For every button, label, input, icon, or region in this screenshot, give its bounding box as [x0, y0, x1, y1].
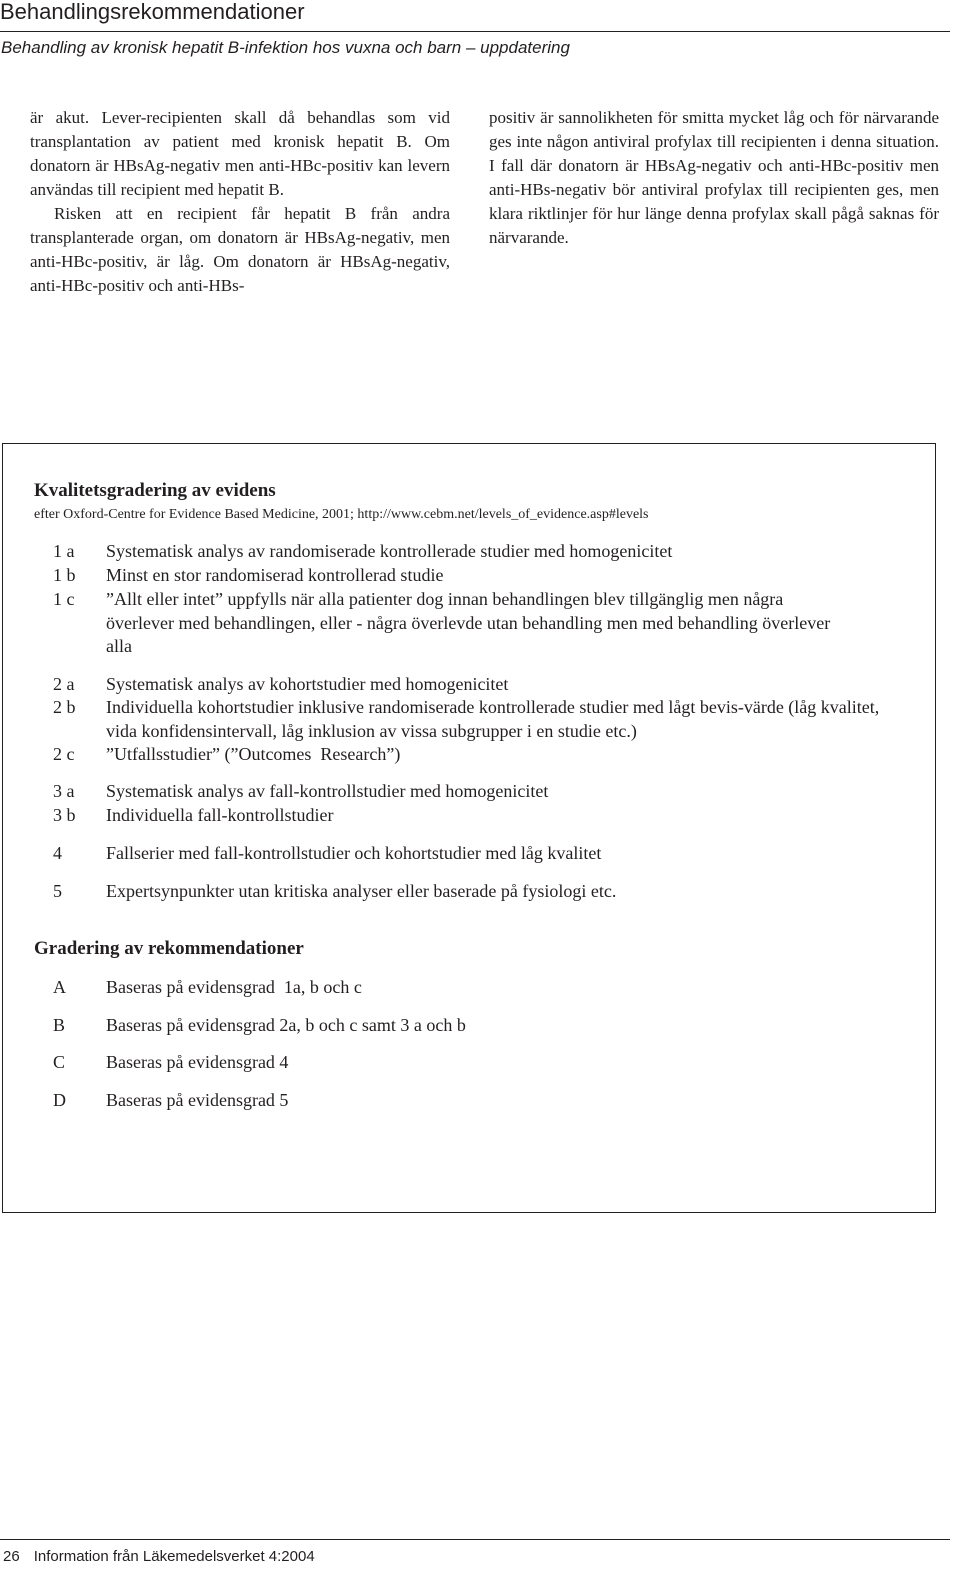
evidence-source: efter Oxford-Centre for Evidence Based Medicine, 2001; http://www.cebm.net/levels_of_evidence.asp#levels	[34, 507, 649, 522]
body-paragraph: är akut. Lever-recipienten skall då behandlas som vid transplantation av patient med kronisk hepatit B. Om donatorn är HBsAg-negativ men anti-HBc-positiv kan levern användas till recipient med hepatit B.	[30, 108, 450, 199]
evidence-level-text: ”Utfallsstudier” (”Outcomes Research”)	[106, 744, 401, 764]
body-column-left	[30, 106, 450, 298]
evidence-level-text: Minst en stor randomiserad kontrollerad studie	[106, 565, 444, 585]
recommendation-code: D	[53, 1090, 66, 1110]
page-footer	[3, 1548, 315, 1566]
running-subtitle: Behandling av kronisk hepatit B-infektion hos vuxna och barn – uppdatering	[1, 38, 570, 57]
evidence-level-code: 3 a	[53, 781, 75, 801]
evidence-level-text: Expertsynpunkter utan kritiska analyser eller baserade på fysiologi etc.	[106, 881, 617, 901]
recommendations-heading: Gradering av rekommendationer	[34, 938, 304, 959]
evidence-level-code: 1 b	[53, 565, 76, 585]
evidence-level-text: Fallserier med fall-kontrollstudier och kohortstudier med låg kvalitet	[106, 843, 602, 863]
body-paragraph: Risken att en recipient får hepatit B från andra transplanterade organ, om donatorn är HBsAg-negativ, men anti-HBc-positiv, är låg. Om donatorn är HBsAg-negativ, anti-HBc-positiv och anti-HBs-	[30, 204, 450, 295]
header-divider	[0, 31, 950, 32]
publication-name: Information från Läkemedelsverket 4:2004	[33, 1548, 315, 1565]
body-column-right	[489, 106, 939, 250]
evidence-level-code: 3 b	[53, 805, 76, 825]
recommendation-text: Baseras på evidensgrad 2a, b och c samt 3 a och b	[106, 1015, 466, 1035]
recommendation-code: A	[53, 977, 66, 997]
page-number: 26	[3, 1548, 20, 1565]
recommendation-text: Baseras på evidensgrad 5	[106, 1090, 289, 1110]
recommendation-code: C	[53, 1052, 66, 1072]
evidence-level-code: 2 a	[53, 674, 75, 694]
body-paragraph: positiv är sannolikheten för smitta mycket låg och för närvarande ges inte någon antiviral profylax till recipienten i denna situation. I fall där donatorn är HBsAg-negativ och anti-HBc-positiv men anti-HBs-negativ bör antiviral profylax till recipienten ges, men klara riktlinjer för hur länge denna profylax skall pågå saknas för närvarande.	[489, 108, 939, 247]
recommendation-text: Baseras på evidensgrad 1a, b och c	[106, 977, 362, 997]
evidence-level-code: 2 c	[53, 744, 75, 764]
evidence-level-text: Individuella kohortstudier inklusive randomiserade kontrollerade studier med lågt bevis-värde (låg kvalitet, vida konfidensintervall, låg inklusion av vissa subgrupper i en studie etc.)	[106, 697, 880, 741]
recommendation-code: B	[53, 1015, 66, 1035]
running-title: Behandlingsrekommendationer	[0, 0, 305, 24]
footer-divider	[0, 1539, 950, 1540]
evidence-heading: Kvalitetsgradering av evidens	[34, 480, 276, 501]
evidence-level-text: Individuella fall-kontrollstudier	[106, 805, 334, 825]
evidence-level-text: Systematisk analys av kohortstudier med homogenicitet	[106, 674, 509, 694]
evidence-level-text: Systematisk analys av randomiserade kontrollerade studier med homogenicitet	[106, 541, 673, 561]
evidence-level-text: Systematisk analys av fall-kontrollstudier med homogenicitet	[106, 781, 549, 801]
evidence-level-text: ”Allt eller intet” uppfylls när alla patienter dog innan behandlingen blev tillgänglig men några överlever med behandlingen, eller - några överlevde utan behandling men med behandling överlever alla	[106, 589, 831, 656]
evidence-level-code: 2 b	[53, 697, 76, 717]
evidence-level-code: 5	[53, 881, 62, 901]
recommendation-text: Baseras på evidensgrad 4	[106, 1052, 289, 1072]
evidence-grading-box	[2, 443, 936, 1213]
evidence-level-code: 1 a	[53, 541, 75, 561]
evidence-level-code: 4	[53, 843, 62, 863]
evidence-level-code: 1 c	[53, 589, 75, 609]
